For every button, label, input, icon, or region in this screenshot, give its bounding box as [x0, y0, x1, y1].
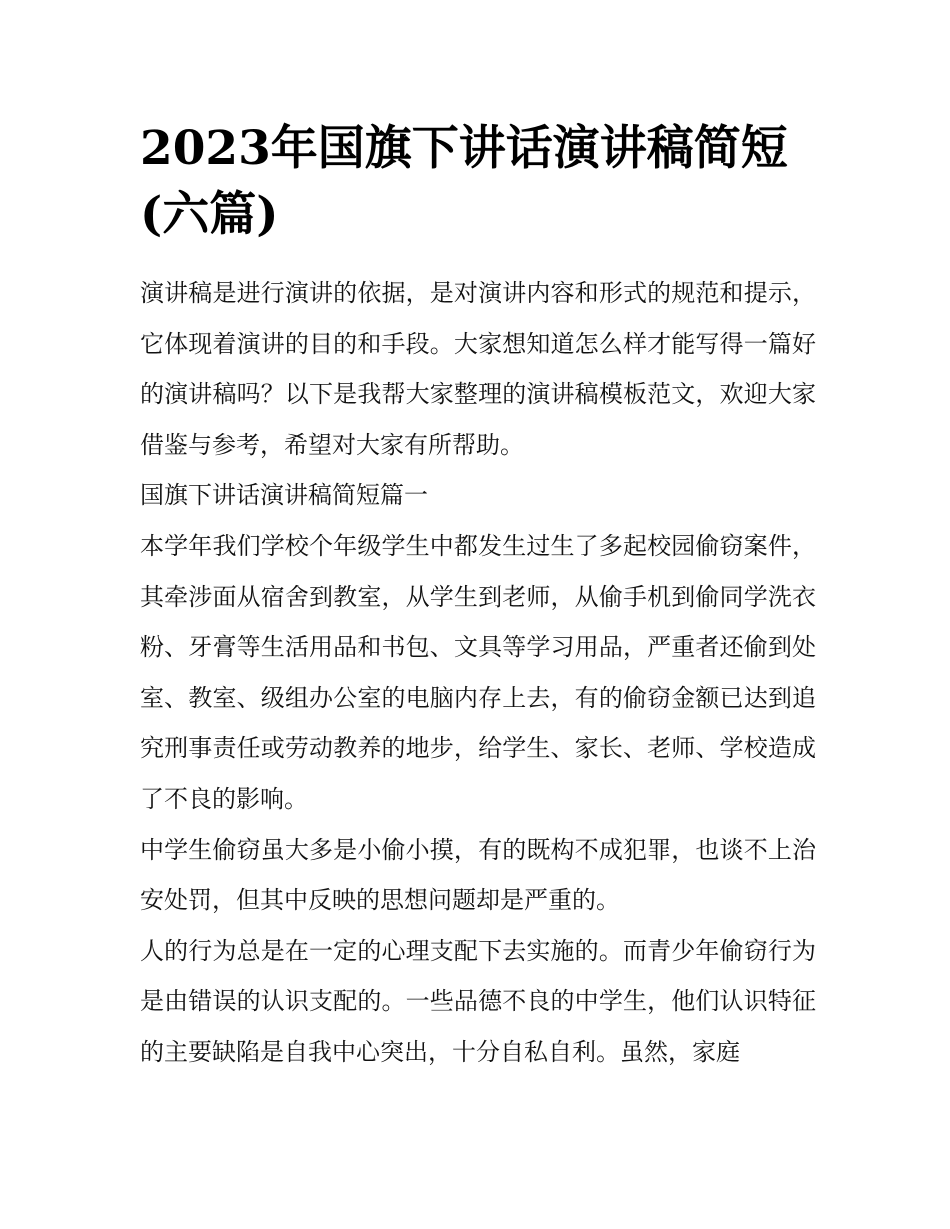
- document-title: 2023年国旗下讲话演讲稿简短(六篇): [140, 121, 788, 242]
- document-body: [140, 116, 816, 1078]
- body-paragraph: 人的行为总是在一定的心理支配下去实施的。而青少年偷窃行为是由错误的认识支配的。一些品德不良的中学生，他们认识特征的主要缺陷是自我中心突出，十分自私自利。虽然，家庭: [140, 936, 816, 1066]
- body-paragraph: 本学年我们学校个年级学生中都发生过生了多起校园偷窃案件，其牵涉面从宿舍到教室，从学生到老师，从偷手机到偷同学洗衣粉、牙膏等生活用品和书包、文具等学习用品，严重者还偷到处室、教室、级组办公室的电脑内存上去，有的偷窃金额已达到追究刑事责任或劳动教养的地步，给学生、家长、老师、学校造成了不良的影响。: [140, 531, 816, 813]
- intro-paragraph: 演讲稿是进行演讲的依据，是对演讲内容和形式的规范和提示，它体现着演讲的目的和手段。大家想知道怎么样才能写得一篇好的演讲稿吗？以下是我帮大家整理的演讲稿模板范文，欢迎大家借鉴与参考，希望对大家有所帮助。: [140, 279, 816, 459]
- section-heading: 国旗下讲话演讲稿简短篇一: [140, 481, 428, 510]
- body-paragraph: 中学生偷窃虽大多是小偷小摸，有的既构不成犯罪，也谈不上治安处罚，但其中反映的思想问题却是严重的。: [140, 835, 816, 915]
